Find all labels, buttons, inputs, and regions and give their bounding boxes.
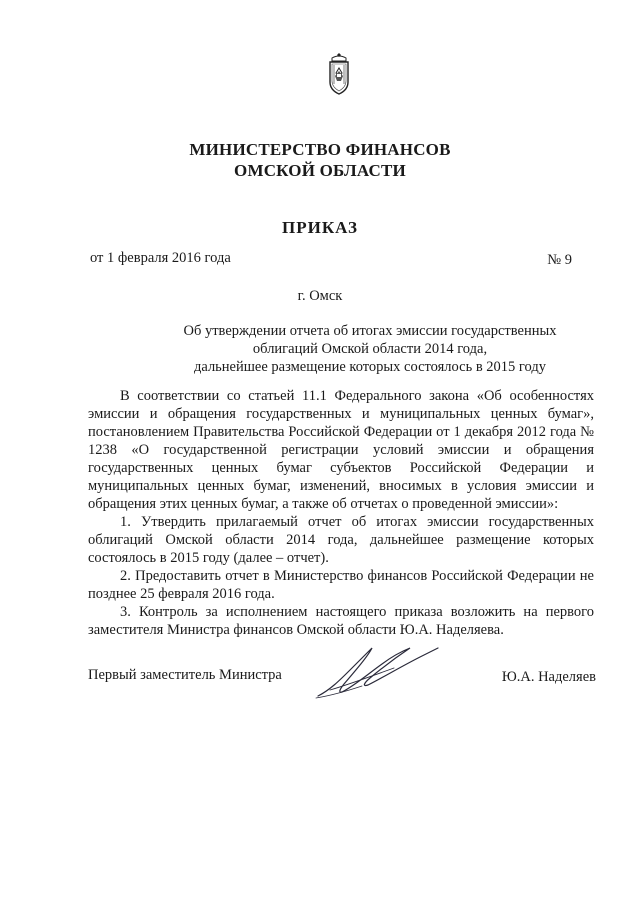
- order-item-1: 1. Утвердить прилагаемый отчет об итогах эмиссии государственных облигаций Омской области 2014 года, дальнейшее размещение которых состоялось в 2015 году (далее – отчет).: [88, 514, 594, 566]
- subject-line: Об утверждении отчета об итогах эмиссии государственных: [183, 323, 557, 339]
- subject-line: облигаций Омской области 2014 года,: [252, 341, 488, 357]
- order-subject: [150, 322, 590, 376]
- signer-name: Ю.А. Наделяев: [501, 669, 596, 685]
- order-body: [88, 387, 594, 639]
- ministry-name-line2: ОМСКОЙ ОБЛАСТИ: [234, 161, 406, 180]
- ministry-name-line1: МИНИСТЕРСТВО ФИНАНСОВ: [189, 140, 451, 159]
- signer-position: Первый заместитель Министра: [88, 667, 282, 683]
- order-date: от 1 февраля 2016 года: [90, 250, 231, 266]
- order-item-2: 2. Предоставить отчет в Министерство финансов Российской Федерации не позднее 25 февраля 2016 года.: [88, 568, 594, 602]
- handwritten-signature: [310, 640, 440, 702]
- subject-line: дальнейшее размещение которых состоялось в 2015 году: [194, 359, 546, 375]
- city-name: г. Омск: [297, 288, 343, 304]
- preamble-paragraph: В соответствии со статьей 11.1 Федерального закона «Об особенностях эмиссии и обращения государственных и муниципальных ценных бумаг», постановлением Правительства Российской Федерации от 1 декабря 2012 года № 1238 «О государственной регистрации условий эмиссии и обращения государственных ценных бумаг субъектов Российской Федерации и муниципальных ценных бумаг, изменений, вносимых в условия эмиссии и обращения этих ценных бумаг, а также об отчетах о проведенной эмиссии»:: [88, 388, 594, 512]
- coat-of-arms-emblem: [326, 52, 352, 96]
- document-title: ПРИКАЗ: [282, 218, 358, 237]
- order-item-3: 3. Контроль за исполнением настоящего приказа возложить на первого заместителя Министра финансов Омской области Ю.А. Наделяева.: [88, 604, 594, 638]
- order-number: № 9: [547, 252, 572, 268]
